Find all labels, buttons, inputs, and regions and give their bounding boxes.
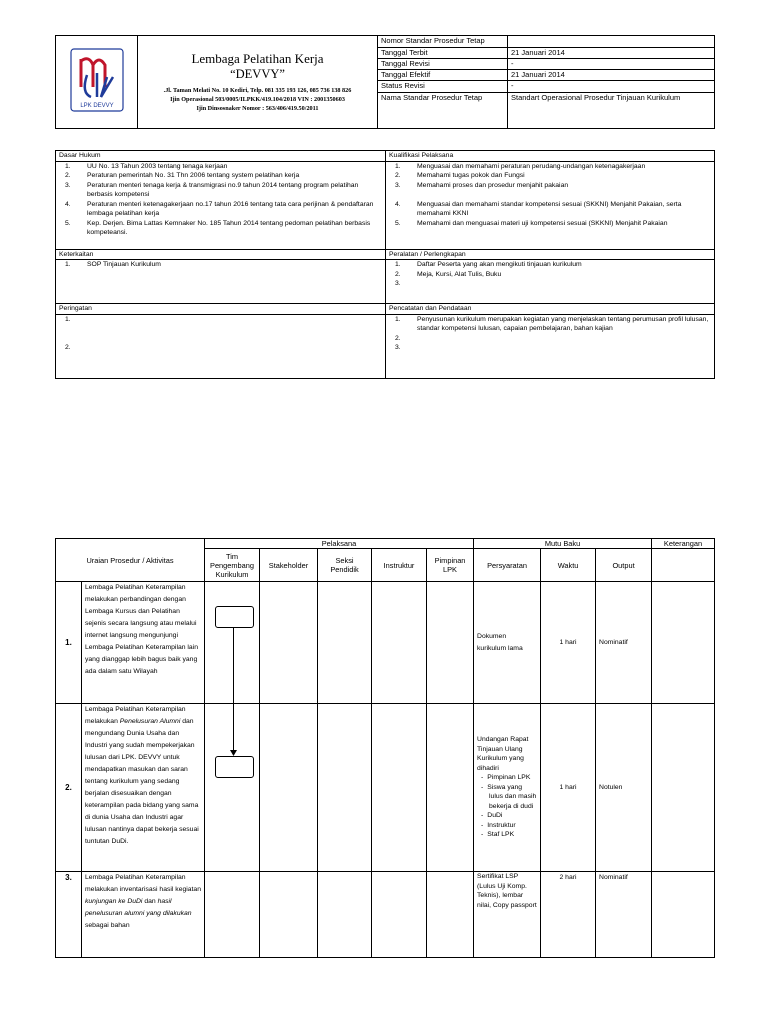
- list-item-number: 1.: [65, 315, 71, 323]
- list-item: [389, 190, 711, 200]
- list-item-text: [87, 315, 382, 325]
- kualifikasi-title: Kualifikasi Pelaksana: [386, 151, 715, 162]
- row-description: Lembaga Pelatihan Keterampilan melakukan perbandingan dengan Lembaga Kursus dan Pelatihan sejenis secara langsung atau melalui internet langsung mengunjungi Lembaga Pelatihan Keterampilan lain yang dianggap lebih bagus baik yang ada dalam satu Wilayah: [82, 582, 205, 704]
- list-item: [389, 171, 711, 181]
- dasar-hukum-title: Dasar Hukum: [56, 151, 386, 162]
- pimpinan-header: Pimpinan LPK: [427, 549, 474, 582]
- org-info: [138, 36, 378, 129]
- list-item: [59, 260, 382, 270]
- list-item: - Instruktur: [489, 821, 537, 831]
- logo-cell: [56, 36, 138, 129]
- flowchart-cell: [205, 582, 260, 704]
- list-item-number: 1.: [395, 261, 401, 268]
- meta-value: -: [508, 81, 715, 92]
- list-item-text: [87, 334, 382, 344]
- flow-connector: [233, 627, 234, 704]
- list-item-text: [87, 324, 382, 334]
- row-number: 2.: [56, 704, 82, 872]
- table-row: [56, 704, 715, 872]
- list-item: [389, 343, 711, 353]
- list-item: [59, 162, 382, 172]
- tim-header: Tim Pengembang Kurikulum: [205, 549, 260, 582]
- list-item-number: [389, 190, 417, 200]
- keterkaitan-title: Keterkaitan: [56, 249, 386, 260]
- list-item-text: Meja, Kursi, Alat Tulis, Buku: [417, 270, 502, 278]
- list-item-number: 4.: [395, 200, 401, 208]
- org-license-1: Ijin Operasional 503/0005/ILPKK/419.104/2018 VIN : 2001350603: [170, 96, 345, 103]
- org-name: Lembaga Pelatihan Kerja: [191, 51, 324, 66]
- list-item: [389, 181, 711, 191]
- list-item-text: [417, 343, 711, 353]
- list-item-text: Kep. Derjen. Bima Lattas Kemnaker No. 185 Tahun 2014 tentang pedoman pelatihan berbasis kompeteansi.: [87, 219, 371, 236]
- list-item: [389, 279, 711, 289]
- row-description: Lembaga Pelatihan Keterampilan melakukan Penelusuran Alumni dan mengundang Dunia Usaha dan Industri yang sudah mempekerjakan lulusan dari LPK. DEVVY untuk mendapatkan masukan dan saran tentang kurikulum yang sedang berjalan disesuaikan dengan keterampilan pada bidang yang sama di dunia Usaha dan Industri agar lulusan nantinya dapat bekerja sesuai tuntutan DuDi.: [82, 704, 205, 872]
- list-item-text: Peraturan pemerintah No. 31 Thn 2006 tentang system pelatihan kerja: [87, 172, 300, 179]
- list-item-text: UU No. 13 Tahun 2003 tentang tenaga kerjaan: [87, 162, 228, 170]
- list-item-number: 1.: [395, 162, 401, 170]
- pelaksana-header: Pelaksana: [205, 539, 474, 549]
- list-item-text: Memahami tugas pokok dan Fungsi: [417, 172, 525, 179]
- list-item-number: 3.: [395, 181, 401, 189]
- list-item-number: 2.: [65, 344, 71, 351]
- list-item-number: 3.: [395, 344, 401, 351]
- list-item-number: 4.: [65, 200, 71, 208]
- list-item: [389, 315, 711, 334]
- list-item: [59, 181, 382, 200]
- meta-value: 21 Januari 2014: [508, 70, 715, 81]
- meta-label: Tanggal Revisi: [378, 59, 508, 70]
- peralatan-title: Peralatan / Perlengkapan: [386, 249, 715, 260]
- flow-process-box: [215, 606, 254, 628]
- list-item: [389, 260, 711, 270]
- meta-value: [508, 36, 715, 48]
- flow-process-box: [215, 756, 254, 778]
- pencatatan-list: [386, 314, 715, 378]
- uraian-header: Uraian Prosedur / Aktivitas: [56, 539, 205, 582]
- table-row: [56, 582, 715, 704]
- list-item: [389, 334, 711, 344]
- list-item: - Pimpinan LPK: [489, 773, 537, 783]
- stakeholder-header: Stakeholder: [260, 549, 318, 582]
- list-item-number: 2.: [395, 334, 401, 342]
- list-item-text: Penyusunan kurikulum merupakan kegiatan yang menjelaskan tentang perumusan profil lulusan, standar kompetensi lulusan, capaian pembelajaran, bahan kajian: [417, 315, 709, 332]
- row-persyaratan: Undangan Rapat Tinjauan Ulang Kurikulum yang dihadiri - Pimpinan LPK - Siswa yang lulus dan masih bekerja di dudi - DuDi - Instruktur - Staf LPK: [474, 704, 541, 872]
- document-header: [55, 35, 715, 129]
- list-item: [59, 200, 382, 219]
- output-header: Output: [596, 549, 652, 582]
- org-address: .Jl. Taman Melati No. 10 Kediri, Telp. 081 335 193 126, 085 736 138 826: [163, 87, 352, 94]
- list-item: - Siswa yang lulus dan masih bekerja di dudi: [489, 783, 537, 812]
- flowchart-cell: [205, 704, 260, 872]
- keterangan-header: Keterangan: [652, 539, 715, 549]
- list-item: [59, 343, 382, 353]
- list-item-number: 2.: [395, 172, 401, 179]
- list-item-text: Menguasai dan memahami peraturan perudang-undangan ketenagakerjaan: [417, 162, 646, 170]
- org-license-2: Ijin Dinsosnaker Nomor : 563/406/419.50/2011: [196, 105, 319, 112]
- meta-label: Nomor Standar Prosedur Tetap: [378, 36, 508, 48]
- list-item-text: [417, 334, 711, 344]
- list-item: - DuDi: [489, 811, 537, 821]
- row-description: Lembaga Pelatihan Keterampilan melakukan inventarisasi hasil kegiatan kunjungan ke DuDi dan hasil penelusuran alumni yang dilakukan sebagai bahan: [82, 872, 205, 958]
- list-item-number: 1.: [65, 261, 71, 268]
- instruktur-header: Instruktur: [372, 549, 427, 582]
- list-item-text: Memahami proses dan prosedur menjahit pakaian: [417, 181, 569, 189]
- row-waktu: 1 hari: [541, 704, 596, 872]
- row-output: Notulen: [596, 704, 652, 872]
- mutu-baku-header: Mutu Baku: [474, 539, 652, 549]
- list-item: [389, 200, 711, 219]
- row-persyaratan: Sertifikat LSP (Lulus Uji Komp. Teknis), lembar nilai, Copy passport: [474, 872, 541, 958]
- row-persyaratan: Dokumen kurikulum lama: [474, 582, 541, 704]
- meta-label: Tanggal Efektif: [378, 70, 508, 81]
- list-item-text: Peraturan menteri ketenagakerjaan no.17 tahun 2016 tentang tata cara perijinan & pendaftaran lembaga pelatihan kerja: [87, 200, 374, 217]
- waktu-header: Waktu: [541, 549, 596, 582]
- row-output: Nominatif: [596, 582, 652, 704]
- list-item-number: 5.: [65, 219, 71, 227]
- list-item: [59, 324, 382, 334]
- list-item-text: [417, 279, 711, 289]
- list-item-text: Menguasai dan memahami standar kompetensi sesuai (SKKNI) Menjahit Pakaian, serta memahami KKNI: [417, 200, 682, 217]
- list-item-number: [59, 334, 87, 344]
- meta-label: Nama Standar Prosedur Tetap: [378, 92, 508, 128]
- flowchart-cell: [205, 872, 260, 958]
- meta-label: Tanggal Terbit: [378, 48, 508, 59]
- flow-connector: [233, 704, 234, 754]
- list-item-number: 2.: [65, 172, 71, 179]
- list-item-number: 2.: [395, 270, 401, 278]
- seksi-header: Seksi Pendidik: [318, 549, 372, 582]
- meta-value: -: [508, 59, 715, 70]
- row-waktu: 2 hari: [541, 872, 596, 958]
- list-item-text: SOP Tinjauan Kurikulum: [87, 261, 161, 268]
- list-item-number: 1.: [395, 315, 401, 323]
- row-number: 1.: [56, 582, 82, 704]
- meta-value: Standart Operasional Prosedur Tinjauan Kurikulum: [508, 92, 715, 128]
- keterkaitan-list: [56, 260, 386, 304]
- org-sub: “DEVVY”: [230, 67, 285, 81]
- list-item-number: [59, 324, 87, 334]
- list-item-number: 3.: [65, 181, 71, 189]
- list-item: - Staf LPK: [489, 830, 537, 840]
- keterangan-subheader: [652, 549, 715, 582]
- kualifikasi-list: [386, 161, 715, 249]
- list-item: [389, 219, 711, 229]
- peringatan-title: Peringatan: [56, 304, 386, 315]
- dasar-hukum-list: [56, 161, 386, 249]
- list-item: [59, 334, 382, 344]
- persyaratan-header: Persyaratan: [474, 549, 541, 582]
- list-item-number: 1.: [65, 162, 71, 170]
- list-item-number: 3.: [395, 280, 401, 287]
- row-waktu: 1 hari: [541, 582, 596, 704]
- row-output: Nominatif: [596, 872, 652, 958]
- list-item: [59, 219, 382, 238]
- list-item: [389, 162, 711, 172]
- list-item-text: Daftar Peserta yang akan mengikuti tinjauan kurikulum: [417, 261, 582, 268]
- list-item-text: [87, 343, 382, 353]
- list-item: [59, 315, 382, 325]
- list-item-number: 5.: [395, 219, 401, 227]
- list-item-text: [417, 190, 711, 200]
- meta-label: Status Revisi: [378, 81, 508, 92]
- svg-text:LPK DEVVY: LPK DEVVY: [79, 102, 114, 109]
- pencatatan-title: Pencatatan dan Pendataan: [386, 304, 715, 315]
- procedure-table: [55, 538, 715, 958]
- lpk-devvy-logo: [67, 47, 127, 115]
- peralatan-list: [386, 260, 715, 304]
- peringatan-list: [56, 314, 386, 378]
- list-item: [389, 270, 711, 280]
- list-item-text: Peraturan menteri tenaga kerja & transmigrasi no.9 tahun 2014 tentang program pelatihan berbasis kompetensi: [87, 181, 359, 198]
- list-item: [59, 171, 382, 181]
- meta-value: 21 Januari 2014: [508, 48, 715, 59]
- table-row: [56, 872, 715, 958]
- list-item-text: Memahami dan menguasai materi uji kompetensi sesuai (SKKNI) Menjahit Pakaian: [417, 219, 668, 227]
- row-number: 3.: [56, 872, 82, 958]
- info-table: [55, 150, 715, 379]
